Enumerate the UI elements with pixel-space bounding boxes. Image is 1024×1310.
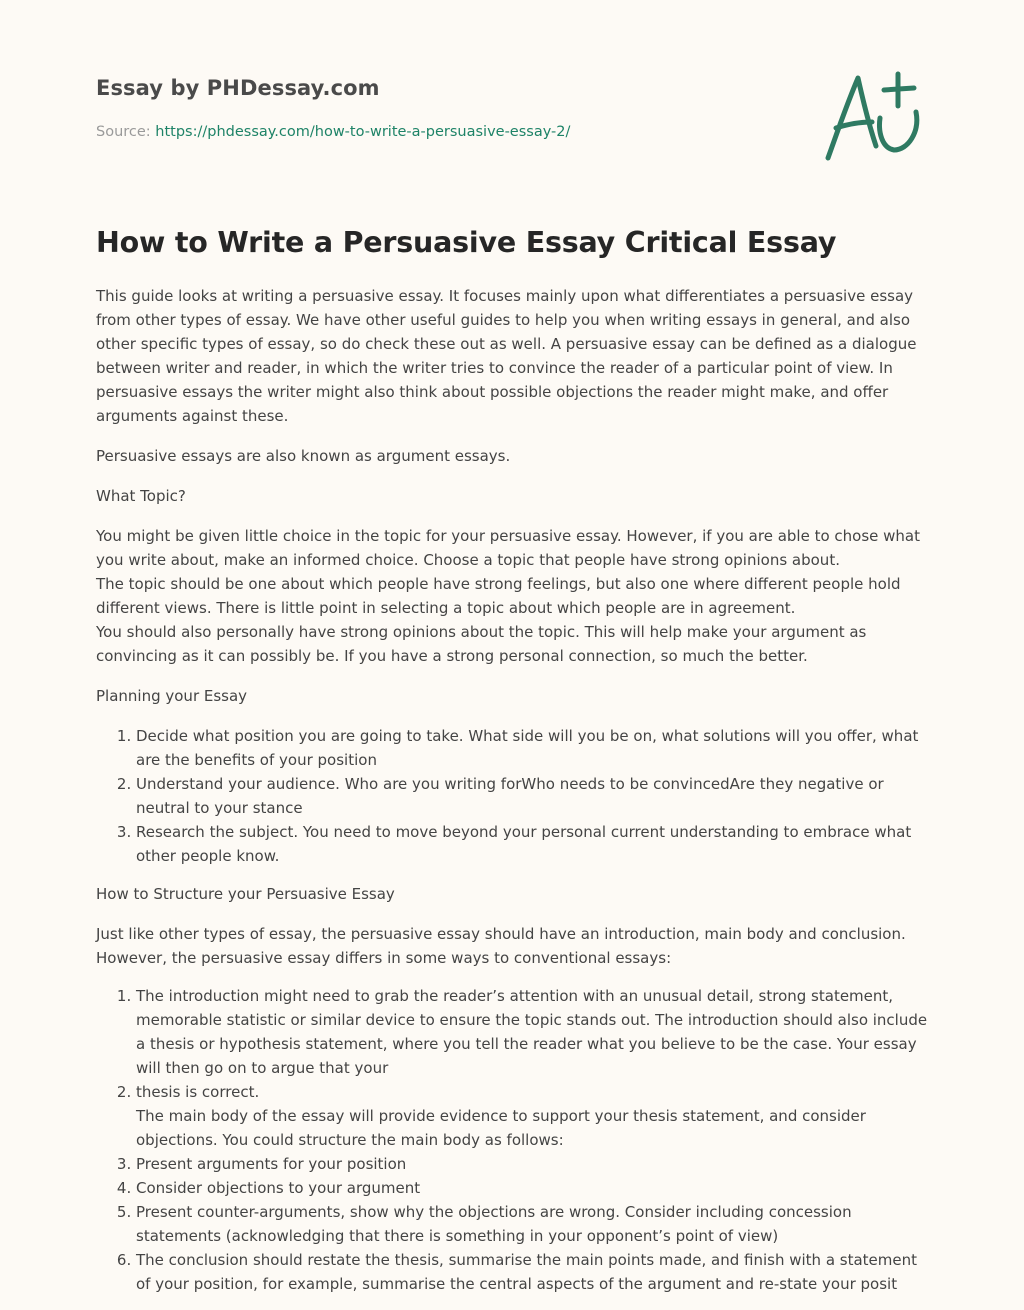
list-item — [136, 1080, 932, 1152]
list-item — [136, 1248, 932, 1296]
a-plus-logo-icon — [818, 66, 930, 166]
source-link[interactable]: https://phdessay.com/how-to-write-a-persuasive-essay-2/ — [155, 124, 571, 140]
list-item — [136, 984, 932, 1080]
planning-heading: Planning your Essay — [96, 687, 248, 705]
planning-list — [96, 724, 932, 868]
list-item-text: Present counter-arguments, show why the objections are wrong. Consider including concession statements (acknowledging that there is something in your opponent’s point of view) — [136, 1203, 852, 1245]
list-item: 2. Understand your audience. Who are you writing forWho needs to be convincedAre they negative or neutral to your stance — [136, 772, 932, 820]
structure-heading: How to Structure your Persuasive Essay — [96, 885, 395, 903]
structure-intro-paragraph: Just like other types of essay, the persuasive essay should have an introduction, main body and conclusion. However, the persuasive essay differs in some ways to conventional essays: — [96, 925, 906, 967]
source-label: Source: — [96, 124, 151, 140]
source-line — [96, 124, 570, 140]
topic-line: The topic should be one about which people have strong feelings, but also one where different people hold different views. There is little point in selecting a topic about which people are in agreement. — [96, 575, 901, 617]
site-brand: Essay by PHDessay.com — [96, 76, 380, 100]
list-item: 1. Decide what position you are going to take. What side will you be on, what solutions will you offer, what are the benefits of your position — [136, 724, 932, 772]
also-known-paragraph: Persuasive essays are also known as argument essays. — [96, 447, 511, 465]
essay-title: How to Write a Persuasive Essay Critical Essay — [96, 226, 837, 259]
topic-paragraph — [96, 524, 932, 668]
topic-line: You should also personally have strong opinions about the topic. This will help make your argument as convincing as it can possibly be. If you have a strong personal connection, so much the better. — [96, 623, 867, 665]
list-item — [136, 1176, 932, 1200]
essay-body — [96, 284, 932, 1310]
list-item-text: 2. thesis is correct. — [136, 1083, 260, 1101]
intro-paragraph: This guide looks at writing a persuasive essay. It focuses mainly upon what differentiates a persuasive essay from other types of essay. We have other useful guides to help you when writing essays in general, and also other specific types of essay, so do check these out as well. A persuasive essay can be defined as a dialogue between writer and reader, in which the writer tries to convince the reader of a particular point of view. In persuasive essays the writer might also think about possible objections the reader might make, and offer arguments against these. — [96, 287, 917, 425]
list-item — [136, 1200, 932, 1248]
topic-line: You might be given little choice in the topic for your persuasive essay. However, if you are able to chose what you write about, make an informed choice. Choose a topic that people have strong opinions about. — [96, 527, 920, 569]
list-item-text: Present arguments for your position — [136, 1155, 407, 1173]
topic-heading: What Topic? — [96, 487, 186, 505]
list-item-text: The conclusion should restate the thesis, summarise the main points made, and finish with a statement of your position, for example, summarise the central aspects of the argument and re-state your posit — [136, 1251, 918, 1293]
list-item-text: The introduction might need to grab the reader’s attention with an unusual detail, strong statement, memorable statistic or similar device to ensure the topic stands out. The introduction should also include a thesis or hypothesis statement, where you tell the reader what you believe to be the case. Your essay will then go on to argue that your — [136, 987, 928, 1077]
list-item-text: Consider objections to your argument — [136, 1179, 421, 1197]
list-item: 3. Research the subject. You need to move beyond your personal current understanding to embrace what other people know. — [136, 820, 932, 868]
structure-list — [96, 984, 932, 1296]
list-item — [136, 1152, 932, 1176]
list-item-text: The main body of the essay will provide evidence to support your thesis statement, and consider objections. You could structure the main body as follows: — [136, 1107, 866, 1149]
